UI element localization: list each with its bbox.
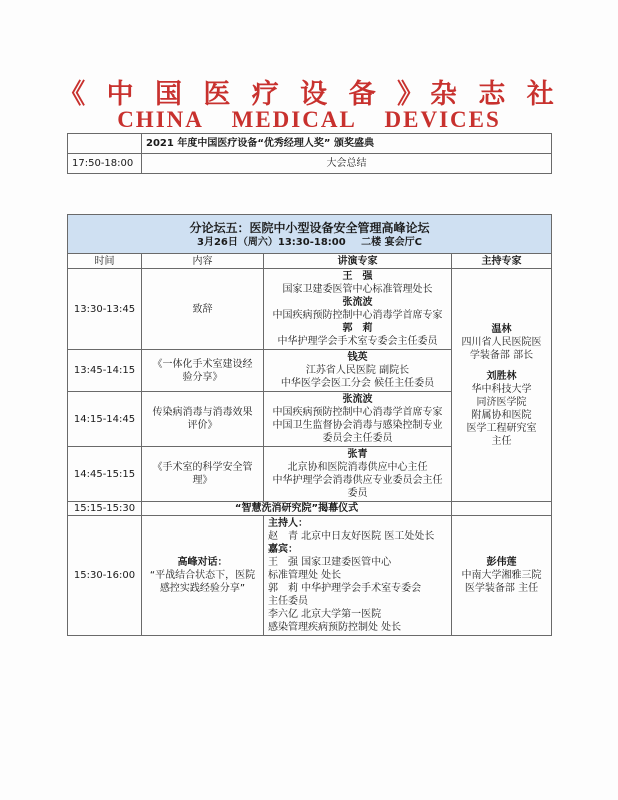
content-cell — [142, 350, 264, 392]
speaker-cell — [264, 516, 452, 636]
host-title: 医学工程研究室 — [466, 422, 537, 434]
content-line: 《手术室的科学安全管 — [152, 462, 253, 473]
time-cell: 14:15-14:45 — [68, 392, 142, 447]
forum-venue: 二楼 宴会厅C — [361, 237, 422, 248]
speaker-title: 北京协和医院消毒供应中心主任 — [287, 462, 428, 473]
host-name: 温林 — [491, 323, 512, 335]
time-cell: 15:15-15:30 — [68, 502, 142, 516]
speaker-name: 钱英 — [347, 352, 368, 363]
masthead-word: MEDICAL — [231, 107, 357, 132]
host-cell — [452, 516, 552, 636]
time-cell: 14:45-15:15 — [68, 447, 142, 502]
masthead-chinese: 《 中 国 医 疗 设 备 》杂 志 社 — [58, 79, 560, 110]
time-cell: 13:45-14:15 — [68, 350, 142, 392]
speaker-cell — [264, 392, 452, 447]
host-title: 学装备部 部长 — [469, 349, 534, 361]
host-name: 刘胜林 — [486, 370, 517, 382]
masthead-word: DEVICES — [384, 107, 501, 132]
table-row — [68, 154, 552, 174]
content-cell — [142, 269, 264, 350]
host-title: 主任 — [491, 435, 512, 447]
forum-agenda-table — [67, 214, 552, 636]
content-cell — [142, 447, 264, 502]
content-line: “平战结合状态下，医院 — [149, 570, 256, 581]
empty-host-cell — [452, 502, 552, 516]
forum-date-venue — [68, 236, 551, 250]
table-row — [68, 134, 552, 154]
time-cell: 17:50-18:00 — [68, 154, 142, 174]
content-cell — [142, 516, 264, 636]
host-title: 同济医学院 — [476, 396, 527, 408]
forum-banner — [68, 215, 552, 254]
ceremony-cell: “智慧洗消研究院”揭幕仪式 — [142, 502, 452, 516]
content-line: 验分享》 — [182, 371, 223, 383]
speaker-line: 感染管理疾病预防控制处 处长 — [268, 622, 402, 633]
speaker-name: 张流波 — [342, 394, 373, 405]
content-line: 《一体化手术室建设经 — [152, 358, 253, 370]
masthead-word: CHINA — [117, 107, 204, 132]
content-cell: 大会总结 — [142, 154, 552, 174]
main-agenda-table — [67, 133, 552, 174]
speaker-cell — [264, 447, 452, 502]
speaker-name: 张青 — [347, 449, 368, 460]
content-line: 理》 — [192, 475, 213, 486]
host-name: 彭伟莲 — [486, 557, 517, 568]
header-row — [68, 254, 552, 269]
speaker-title: 中国疾病预防控制中心消毒学首席专家 — [272, 407, 443, 418]
speaker-name: 王 强 — [342, 271, 373, 282]
content-line: 评价》 — [187, 420, 218, 431]
speaker-line: 主任委员 — [268, 596, 308, 607]
host-title: 附属协和医院 — [471, 409, 532, 421]
content-cell: 2021 年度中国医疗设备“优秀经理人奖” 颁奖盛典 — [142, 134, 552, 154]
host-title: 中南大学湘雅三院 — [461, 570, 542, 581]
forum-banner-row — [68, 215, 552, 254]
time-cell — [68, 134, 142, 154]
content-line: 感控实践经验分享” — [159, 583, 246, 594]
content-line: 传染病消毒与消毒效果 — [152, 407, 253, 418]
forum-date: 3月26日（周六）13:30-18:00 — [197, 237, 346, 248]
host-cell — [452, 269, 552, 502]
speaker-title: 中华医学会医工分会 候任主任委员 — [280, 378, 435, 389]
column-header-content: 内容 — [142, 254, 264, 269]
time-cell: 13:30-13:45 — [68, 269, 142, 350]
speaker-title: 委员 — [347, 488, 368, 499]
speaker-title: 中国卫生监督协会消毒与感染控制专业 — [272, 420, 443, 431]
table-row — [68, 516, 552, 636]
speaker-cell — [264, 269, 452, 350]
time-cell: 15:30-16:00 — [68, 516, 142, 636]
column-header-speakers: 讲演专家 — [264, 254, 452, 269]
spacer — [454, 362, 549, 370]
speaker-title: 中华护理学会消毒供应专业委员会主任 — [272, 475, 443, 486]
content-cell — [142, 392, 264, 447]
speaker-line: 赵 青 北京中日友好医院 医工处处长 — [268, 531, 435, 542]
speaker-title: 委员会主任委员 — [322, 433, 393, 444]
speaker-line: 王 强 国家卫建委医管中心 — [268, 557, 392, 568]
speaker-line: 李六亿 北京大学第一医院 — [268, 609, 382, 620]
host-title: 医学装备部 主任 — [464, 583, 539, 594]
column-header-hosts: 主持专家 — [452, 254, 552, 269]
host-title: 四川省人民医院医 — [461, 336, 542, 348]
guests-label: 嘉宾： — [268, 544, 298, 555]
speaker-title: 中国疾病预防控制中心消毒学首席专家 — [272, 310, 443, 321]
table-row — [68, 502, 552, 516]
content-line: 高峰对话： — [177, 557, 228, 568]
speaker-line: 标准管理处 处长 — [268, 570, 342, 581]
table-row — [68, 269, 552, 350]
speaker-title: 江苏省人民医院 副院长 — [305, 365, 410, 376]
speaker-title: 中华护理学会手术室专委会主任委员 — [277, 336, 438, 347]
speaker-name: 郭 莉 — [342, 323, 373, 334]
speaker-name: 张流波 — [342, 297, 373, 308]
masthead-english — [0, 107, 618, 133]
speaker-line: 郭 莉 中华护理学会手术室专委会 — [268, 583, 422, 594]
content-line: 致辞 — [192, 303, 213, 315]
speaker-cell — [264, 350, 452, 392]
speaker-title: 国家卫建委医管中心标准管理处长 — [282, 284, 433, 295]
moderator-label: 主持人： — [268, 518, 308, 529]
forum-title: 分论坛五：医院中小型设备安全管理高峰论坛 — [189, 221, 430, 235]
host-title: 华中科技大学 — [471, 383, 532, 395]
column-header-time: 时间 — [68, 254, 142, 269]
